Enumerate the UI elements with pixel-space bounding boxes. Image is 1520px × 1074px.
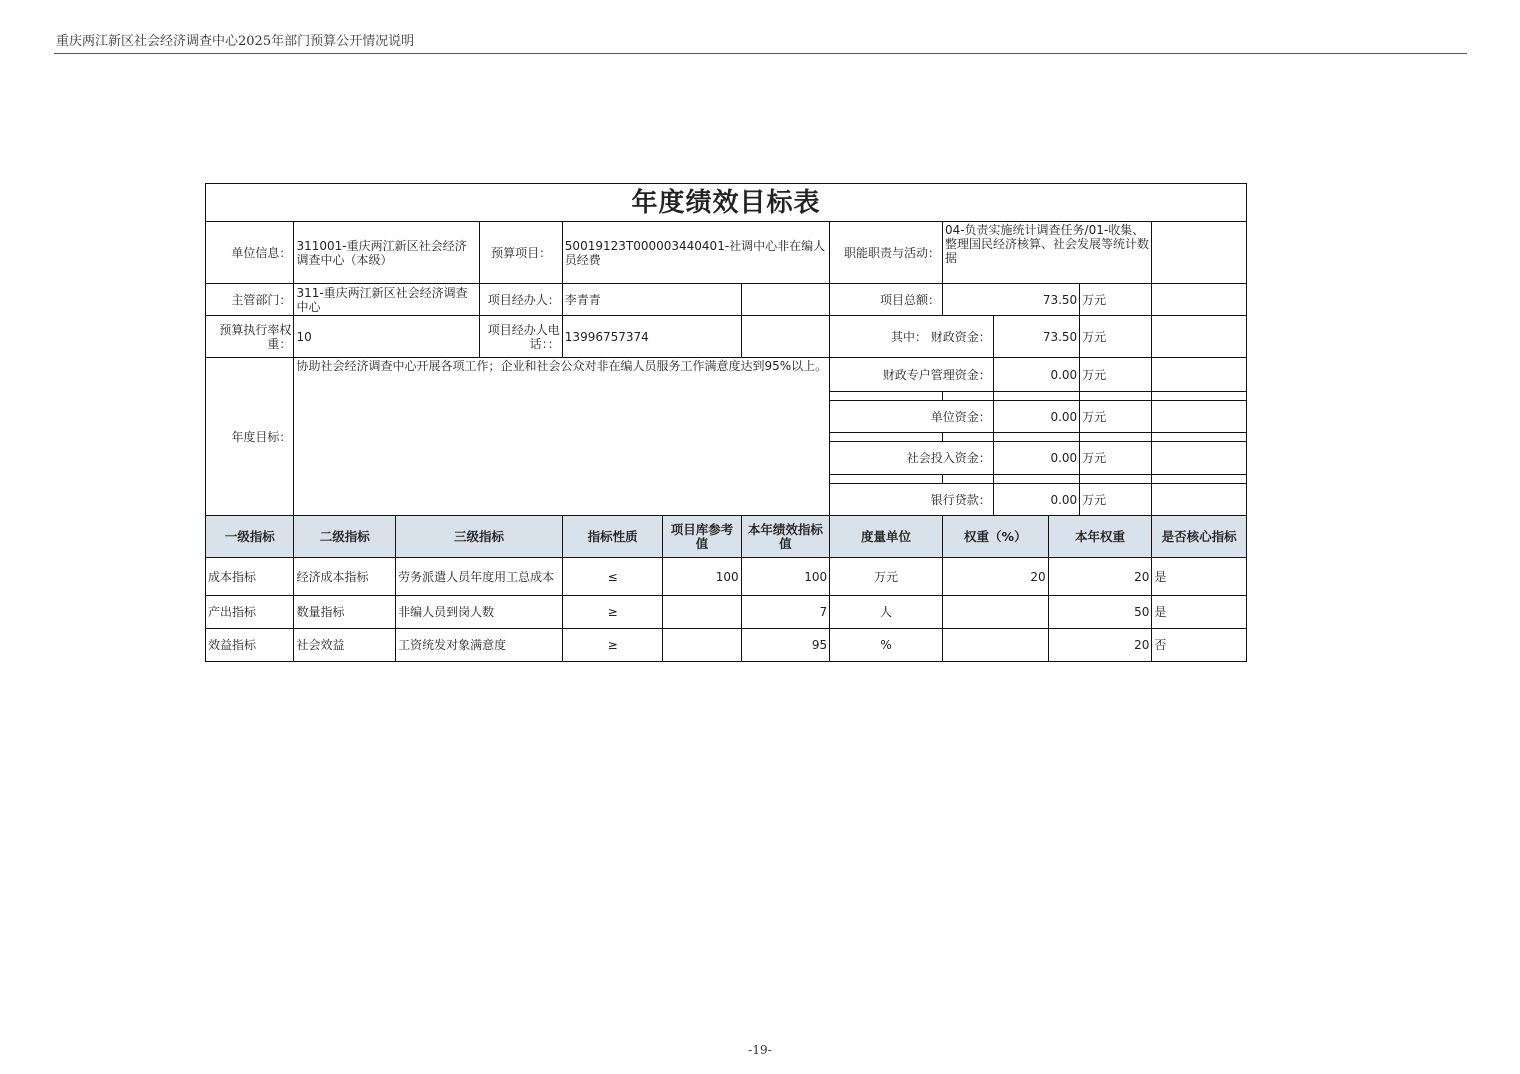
spacer-cell bbox=[1152, 433, 1247, 442]
column-header: 一级指标 bbox=[206, 516, 294, 558]
core-indicator-cell: 否 bbox=[1152, 629, 1247, 662]
column-header: 本年权重 bbox=[1048, 516, 1152, 558]
table-row bbox=[206, 629, 1247, 662]
level2-cell: 社会效益 bbox=[294, 629, 396, 662]
nature-cell: ≥ bbox=[562, 629, 663, 662]
core-indicator-cell: 是 bbox=[1152, 596, 1247, 629]
table-title: 年度绩效目标表 bbox=[206, 184, 1247, 222]
target-value-cell: 100 bbox=[741, 558, 829, 596]
unit-info-value: 311001-重庆两江新区社会经济调查中心（本级） bbox=[294, 222, 480, 284]
unit-info-label: 单位信息： bbox=[206, 222, 294, 284]
target-value-cell: 95 bbox=[741, 629, 829, 662]
budget-project-label: 预算项目： bbox=[480, 222, 562, 284]
dept-label: 主管部门： bbox=[206, 284, 294, 316]
spacer-cell bbox=[993, 392, 1079, 401]
social-fund-label: 社会投入资金： bbox=[830, 442, 994, 475]
spacer-cell bbox=[1080, 392, 1152, 401]
fiscal-unit: 万元 bbox=[1080, 316, 1152, 358]
column-header: 度量单位 bbox=[830, 516, 943, 558]
handler-value: 李青青 bbox=[562, 284, 741, 316]
function-value: 04-负责实施统计调查任务/01-收集、整理国民经济核算、社会发展等统计数据 bbox=[942, 222, 1151, 284]
spacer-cell bbox=[942, 392, 993, 401]
column-header: 权重（%） bbox=[942, 516, 1048, 558]
column-header: 项目库参考值 bbox=[663, 516, 741, 558]
level1-cell: 成本指标 bbox=[206, 558, 294, 596]
empty-cell bbox=[1152, 401, 1247, 433]
column-header: 本年绩效指标值 bbox=[741, 516, 829, 558]
fiscal-label: 其中： 财政资金： bbox=[830, 316, 994, 358]
loan-unit: 万元 bbox=[1080, 484, 1152, 516]
spacer-cell bbox=[993, 475, 1079, 484]
special-fund-value: 0.00 bbox=[993, 358, 1079, 392]
spacer-cell bbox=[942, 475, 993, 484]
budget-project-value: 50019123T000003440401-社调中心非在编人员经费 bbox=[562, 222, 829, 284]
level3-cell: 工资统发对象满意度 bbox=[396, 629, 563, 662]
social-fund-value: 0.00 bbox=[993, 442, 1079, 475]
table-row bbox=[206, 558, 1247, 596]
year-weight-cell: 50 bbox=[1048, 596, 1152, 629]
measure-unit-cell: % bbox=[830, 629, 943, 662]
page-number: -19- bbox=[748, 1043, 772, 1057]
total-label: 项目总额： bbox=[830, 284, 943, 316]
level3-cell: 非编人员到岗人数 bbox=[396, 596, 563, 629]
unit-fund-label: 单位资金： bbox=[830, 401, 994, 433]
header-divider bbox=[54, 53, 1467, 54]
phone-value: 13996757374 bbox=[562, 316, 741, 358]
column-header: 是否核心指标 bbox=[1152, 516, 1247, 558]
weight-value: 10 bbox=[294, 316, 480, 358]
column-header: 指标性质 bbox=[562, 516, 663, 558]
reference-value-cell bbox=[663, 596, 741, 629]
spacer-cell bbox=[830, 392, 943, 401]
spacer-cell bbox=[1152, 475, 1247, 484]
level3-cell: 劳务派遣人员年度用工总成本 bbox=[396, 558, 563, 596]
function-label: 职能职责与活动： bbox=[830, 222, 943, 284]
level2-cell: 数量指标 bbox=[294, 596, 396, 629]
level2-cell: 经济成本指标 bbox=[294, 558, 396, 596]
weight-cell bbox=[942, 629, 1048, 662]
document-header-title: 重庆两江新区社会经济调查中心2025年部门预算公开情况说明 bbox=[56, 34, 415, 49]
empty-cell bbox=[1152, 316, 1247, 358]
spacer-cell bbox=[1152, 392, 1247, 401]
spacer-cell bbox=[993, 433, 1079, 442]
year-weight-cell: 20 bbox=[1048, 558, 1152, 596]
empty-cell bbox=[1152, 442, 1247, 475]
spacer-cell bbox=[1080, 475, 1152, 484]
unit-fund-value: 0.00 bbox=[993, 401, 1079, 433]
weight-label: 预算执行率权重： bbox=[206, 316, 294, 358]
measure-unit-cell: 人 bbox=[830, 596, 943, 629]
social-fund-unit: 万元 bbox=[1080, 442, 1152, 475]
empty-cell bbox=[1152, 358, 1247, 392]
empty-cell bbox=[1152, 222, 1247, 284]
weight-cell bbox=[942, 596, 1048, 629]
empty-cell bbox=[1152, 284, 1247, 316]
reference-value-cell: 100 bbox=[663, 558, 741, 596]
loan-label: 银行贷款： bbox=[830, 484, 994, 516]
special-fund-label: 财政专户管理资金： bbox=[830, 358, 994, 392]
nature-cell: ≤ bbox=[562, 558, 663, 596]
level1-cell: 产出指标 bbox=[206, 596, 294, 629]
phone-label: 项目经办人电话：： bbox=[480, 316, 562, 358]
column-header: 二级指标 bbox=[294, 516, 396, 558]
annual-goal-label: 年度目标： bbox=[206, 358, 294, 516]
spacer-cell bbox=[830, 433, 943, 442]
total-unit: 万元 bbox=[1080, 284, 1152, 316]
empty-cell bbox=[1152, 484, 1247, 516]
weight-cell: 20 bbox=[942, 558, 1048, 596]
loan-value: 0.00 bbox=[993, 484, 1079, 516]
dept-value: 311-重庆两江新区社会经济调查中心 bbox=[294, 284, 480, 316]
annual-goal-value: 协助社会经济调查中心开展各项工作；企业和社会公众对非在编人员服务工作满意度达到95%以上。 bbox=[294, 358, 830, 516]
reference-value-cell bbox=[663, 629, 741, 662]
table-row bbox=[206, 596, 1247, 629]
empty-cell bbox=[741, 284, 829, 316]
nature-cell: ≥ bbox=[562, 596, 663, 629]
spacer-cell bbox=[942, 433, 993, 442]
handler-label: 项目经办人： bbox=[480, 284, 562, 316]
target-value-cell: 7 bbox=[741, 596, 829, 629]
special-fund-unit: 万元 bbox=[1080, 358, 1152, 392]
level1-cell: 效益指标 bbox=[206, 629, 294, 662]
measure-unit-cell: 万元 bbox=[830, 558, 943, 596]
fiscal-value: 73.50 bbox=[993, 316, 1079, 358]
performance-target-table bbox=[205, 183, 1247, 662]
unit-fund-unit: 万元 bbox=[1080, 401, 1152, 433]
spacer-cell bbox=[830, 475, 943, 484]
spacer-cell bbox=[1080, 433, 1152, 442]
total-value: 73.50 bbox=[942, 284, 1079, 316]
core-indicator-cell: 是 bbox=[1152, 558, 1247, 596]
empty-cell bbox=[741, 316, 829, 358]
year-weight-cell: 20 bbox=[1048, 629, 1152, 662]
column-header: 三级指标 bbox=[396, 516, 563, 558]
